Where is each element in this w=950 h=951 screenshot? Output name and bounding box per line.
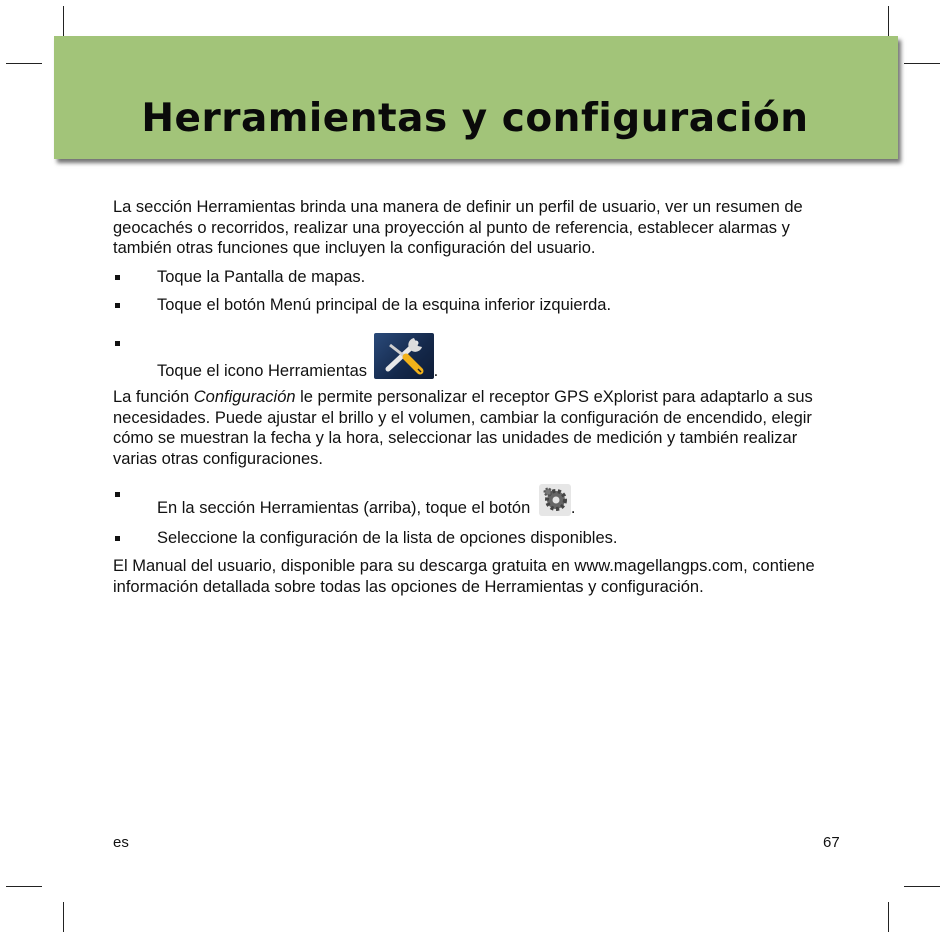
crop-mark — [904, 886, 940, 887]
crop-mark — [63, 902, 64, 932]
list-item-text: En la sección Herramientas (arriba), toque el botón — [157, 499, 531, 517]
config-emphasis: Configuración — [193, 388, 296, 406]
period: . — [570, 499, 576, 517]
bullet-marker — [115, 536, 120, 541]
list-item — [113, 267, 843, 288]
list-item-text: Seleccione la configuración de la lista de opciones disponibles. — [157, 528, 618, 547]
list-item — [113, 528, 843, 549]
period: . — [433, 361, 439, 380]
crop-mark — [888, 902, 889, 932]
bullet-marker — [115, 341, 120, 346]
list-item-text: Toque la Pantalla de mapas. — [157, 267, 366, 286]
bullet-marker — [115, 275, 120, 280]
config-suffix: le permite personalizar el receptor GPS eXplorist para adaptarlo a sus necesidades. Puede ajustar el brillo y el volumen, cambiar la configuración de encendido, elegir cómo se muestran la fecha y la hora, seleccionar las unidades de medición y también realizar varias otras configuraciones. — [113, 388, 813, 468]
page-number: 67 — [823, 834, 840, 851]
crop-mark — [904, 63, 940, 64]
footer-language: es — [113, 834, 129, 851]
tools-icon — [374, 333, 434, 379]
list-item — [113, 333, 843, 382]
config-prefix: La función — [113, 388, 194, 406]
main-content — [113, 197, 843, 597]
crop-mark — [63, 6, 64, 36]
list-item-text: Toque el botón Menú principal de la esquina inferior izquierda. — [157, 296, 612, 314]
list-item-text: Toque el icono Herramientas — [157, 361, 368, 380]
crop-mark — [888, 6, 889, 36]
closing-paragraph: El Manual del usuario, disponible para su descarga gratuita en www.magellangps.com, contiene información detallada sobre todas las opciones de Herramientas y configuración. — [113, 557, 815, 596]
page-title: Herramientas y configuración — [141, 96, 809, 141]
bullet-marker — [115, 303, 120, 308]
crop-mark — [6, 63, 42, 64]
list-item — [113, 484, 843, 519]
bullet-marker — [115, 492, 120, 497]
list-item — [113, 295, 843, 316]
config-paragraph — [113, 387, 843, 469]
intro-paragraph: La sección Herramientas brinda una manera de definir un perfil de usuario, ver un resumen de geocachés o recorridos, realizar una proyección al punto de referencia, establecer alarmas y también otras funciones que incluyen la configuración del usuario. — [113, 198, 803, 257]
gear-icon — [539, 484, 571, 516]
crop-mark — [6, 886, 42, 887]
